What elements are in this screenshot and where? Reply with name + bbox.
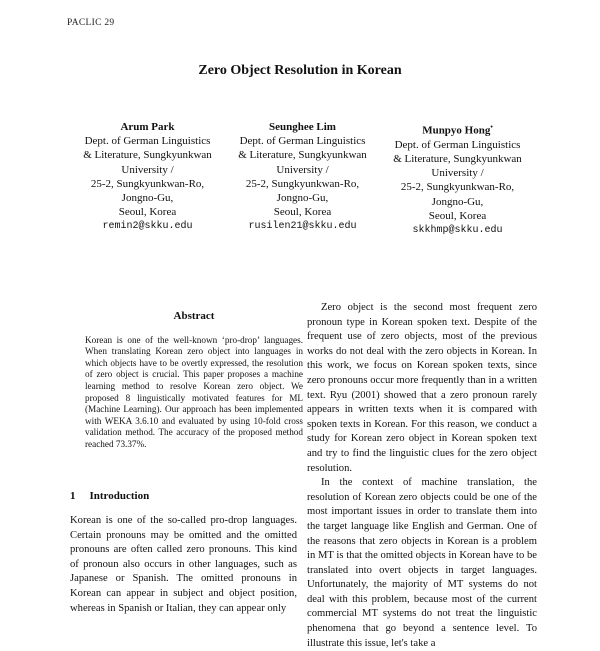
introduction-text: Korean is one of the so-called pro-drop languages. Certain pronouns may be omitted and the omitted pronouns are often called zero pronouns. This kind of pronoun also occurs in other languages, such as Japanese or Spanish. The omitted pronouns in Korean can appear in subject and object position, whereas in Spanish or Italian, they can appear only — [70, 515, 297, 614]
author-email[interactable]: skkhmp@skku.edu — [412, 225, 503, 237]
author-1 — [70, 120, 225, 238]
author-email[interactable]: rusilen21@skku.edu — [248, 221, 357, 233]
section-title: Introduction — [89, 490, 150, 502]
abstract-text: Korean is one of the well-known ‘pro-drop’ languages. When translating Korean zero object into languages in which objects have to be overtly expressed, the resolution of zero object is crucial. This paper proposes a machine learning method to resolve Korean zero object. We proposed 8 linguistically motivated features for ML (Machine Learning). Our approach has been implemented with WEKA 3.6.10 and evaluated by using 10-fold cross validation method. The accuracy of the proposed method reached 73.37%. — [85, 334, 303, 449]
author-name: Munpyo Hong — [422, 124, 491, 137]
section-number: 1 — [70, 490, 76, 502]
author-email[interactable]: remin2@skku.edu — [102, 221, 193, 233]
corresponding-author-marker: • — [490, 123, 493, 131]
author-2 — [225, 120, 380, 238]
author-affiliation: Dept. of German Linguistics & Literature, Sungkyunkwan University / 25-2, Sungkyunkwan-Ro, Jongno-Gu, Seoul, Korea — [238, 135, 367, 219]
introduction-heading — [70, 490, 149, 502]
author-name-wrap — [380, 120, 535, 138]
author-affiliation: Dept. of German Linguistics & Literature, Sungkyunkwan University / 25-2, Sungkyunkwan-Ro, Jongno-Gu, Seoul, Korea — [393, 138, 522, 222]
paper-title: Zero Object Resolution in Korean — [198, 63, 402, 78]
author-affiliation: Dept. of German Linguistics & Literature, Sungkyunkwan University / 25-2, Sungkyunkwan-Ro, Jongno-Gu, Seoul, Korea — [83, 135, 212, 219]
author-name: Seunghee Lim — [269, 121, 336, 133]
author-block — [70, 120, 535, 238]
abstract-section — [85, 311, 303, 451]
author-3 — [380, 120, 535, 238]
paragraph: Zero object is the second most frequent zero pronoun type in Korean spoken text. Despite of the frequent use of zero objects, most of the previous works do not deal with the zero objects in Korean. In this work, we focus on Korean spoken texts, since zero pronouns occur more frequently than in a written text. Ryu (2001) showed that a zero pronoun rarely appears in written texts when it is compared with spoken texts in Korean. For this reason, we conduct a study for Korean zero object in Korean spoken text and try to find the linguistic clues for the zero object resolution. — [307, 302, 537, 474]
paragraph: In the context of machine translation, the resolution of Korean zero objects could be one of the most important issues in order to translate them into the target language like English and German. One of the reasons that zero objects in Korean is a problem in MT is that the omitted objects in Korean have to be translated into overt objects in target languages. Unfortunately, the majority of MT systems do not deal with this problem, because most of the current commercial MT systems do not treat the linguistic phenomena that go beyond a sentence level. To illustrate this issue, let's take a — [307, 477, 537, 649]
header-label: PACLIC 29 — [67, 18, 115, 28]
right-column — [307, 301, 537, 651]
author-name: Arum Park — [120, 121, 175, 133]
abstract-heading: Abstract — [173, 310, 215, 322]
